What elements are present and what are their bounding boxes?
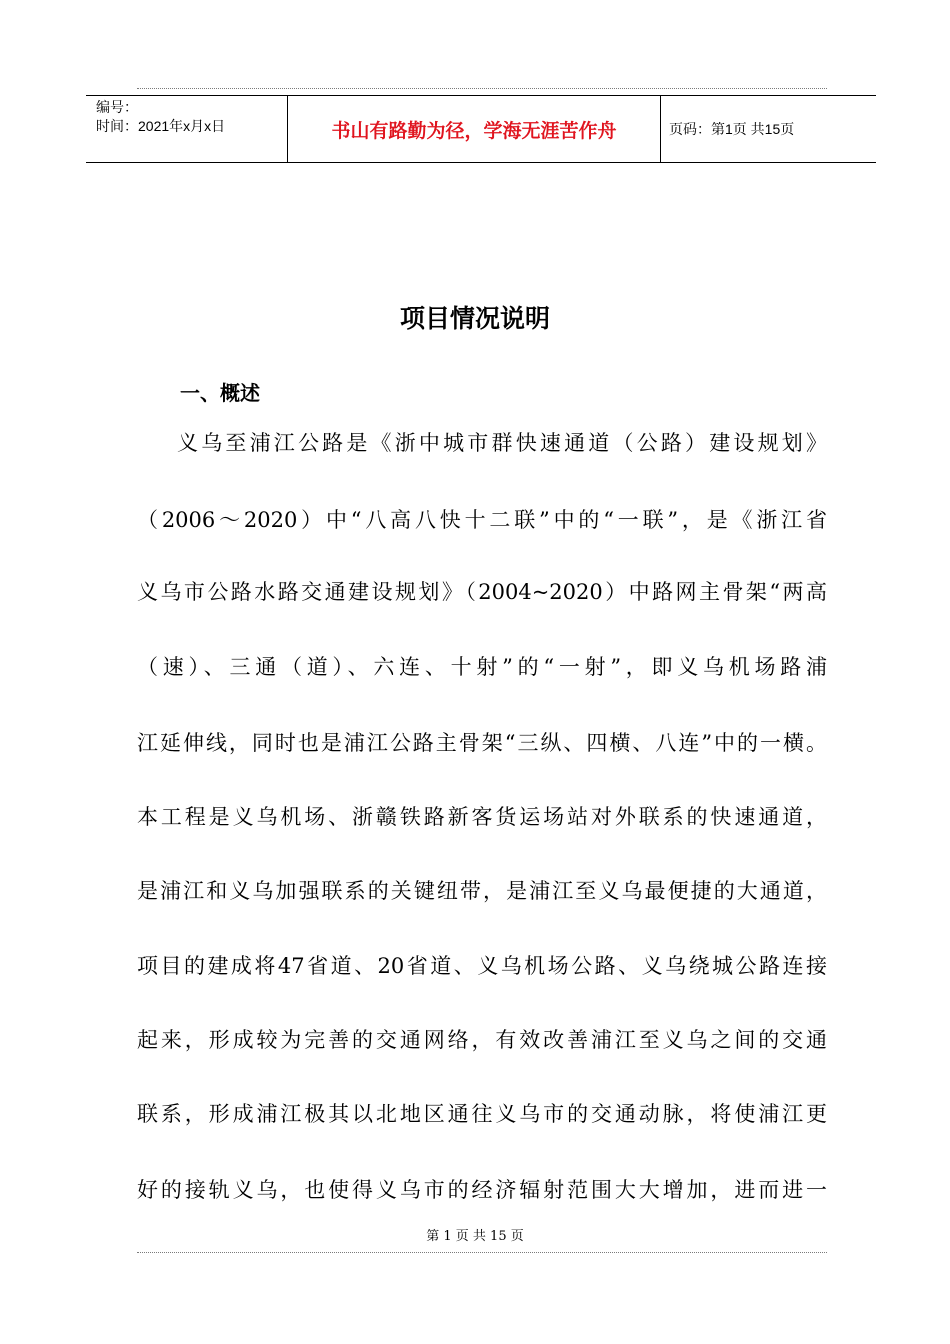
header-meta-cell <box>86 96 287 162</box>
page-footer: 第 1 页 共 15 页 <box>426 1229 524 1244</box>
body-text-line: 项目的建成将47省道、20省道、义乌机场公路、义乌绕城公路连接 <box>137 954 827 978</box>
header-page-cell <box>661 96 876 162</box>
body-text-line: 义乌至浦江公路是《浙中城市群快速通道（公路）建设规划》 <box>177 431 827 455</box>
document-number-label: 编号： <box>96 99 138 115</box>
header-motto-cell <box>287 96 661 162</box>
body-text-line: （速）、三通（道）、六连、十射”的“一射”，即义乌机场路浦 <box>137 655 827 679</box>
body-text-line: 好的接轨义乌，也使得义乌市的经济辐射范围大大增加，进而进一 <box>137 1178 827 1202</box>
body-text-line: 联系，形成浦江极其以北地区通往义乌市的交通动脉，将使浦江更 <box>137 1102 827 1126</box>
body-text-line: 义乌市公路水路交通建设规划》（2004~2020）中路网主骨架“两高 <box>137 580 827 604</box>
footer-dotted-divider <box>137 1252 827 1253</box>
section-heading: 一、概述 <box>180 381 260 405</box>
body-text-line: 起来，形成较为完善的交通网络，有效改善浦江至义乌之间的交通 <box>137 1028 827 1052</box>
document-title: 项目情况说明 <box>399 304 550 333</box>
body-text-line: 是浦江和义乌加强联系的关键纽带，是浦江至义乌最便捷的大通道， <box>137 879 827 903</box>
motto-text: 书山有路勤为径，学海无涯苦作舟 <box>331 119 617 142</box>
body-text-line: 本工程是义乌机场、浙赣铁路新客货运场站对外联系的快速通道， <box>137 805 827 829</box>
document-time-label: 时间：2021年x月x日 <box>96 118 226 134</box>
body-text-line: 江延伸线，同时也是浦江公路主骨架“三纵、四横、八连”中的一横。 <box>137 731 827 755</box>
document-header-table <box>86 95 876 163</box>
body-text-line: （2006～2020）中“八高八快十二联”中的“一联”，是《浙江省 <box>137 508 828 532</box>
page-code-label: 页码：第1页 共15页 <box>669 121 795 137</box>
header-dotted-divider <box>137 88 827 89</box>
